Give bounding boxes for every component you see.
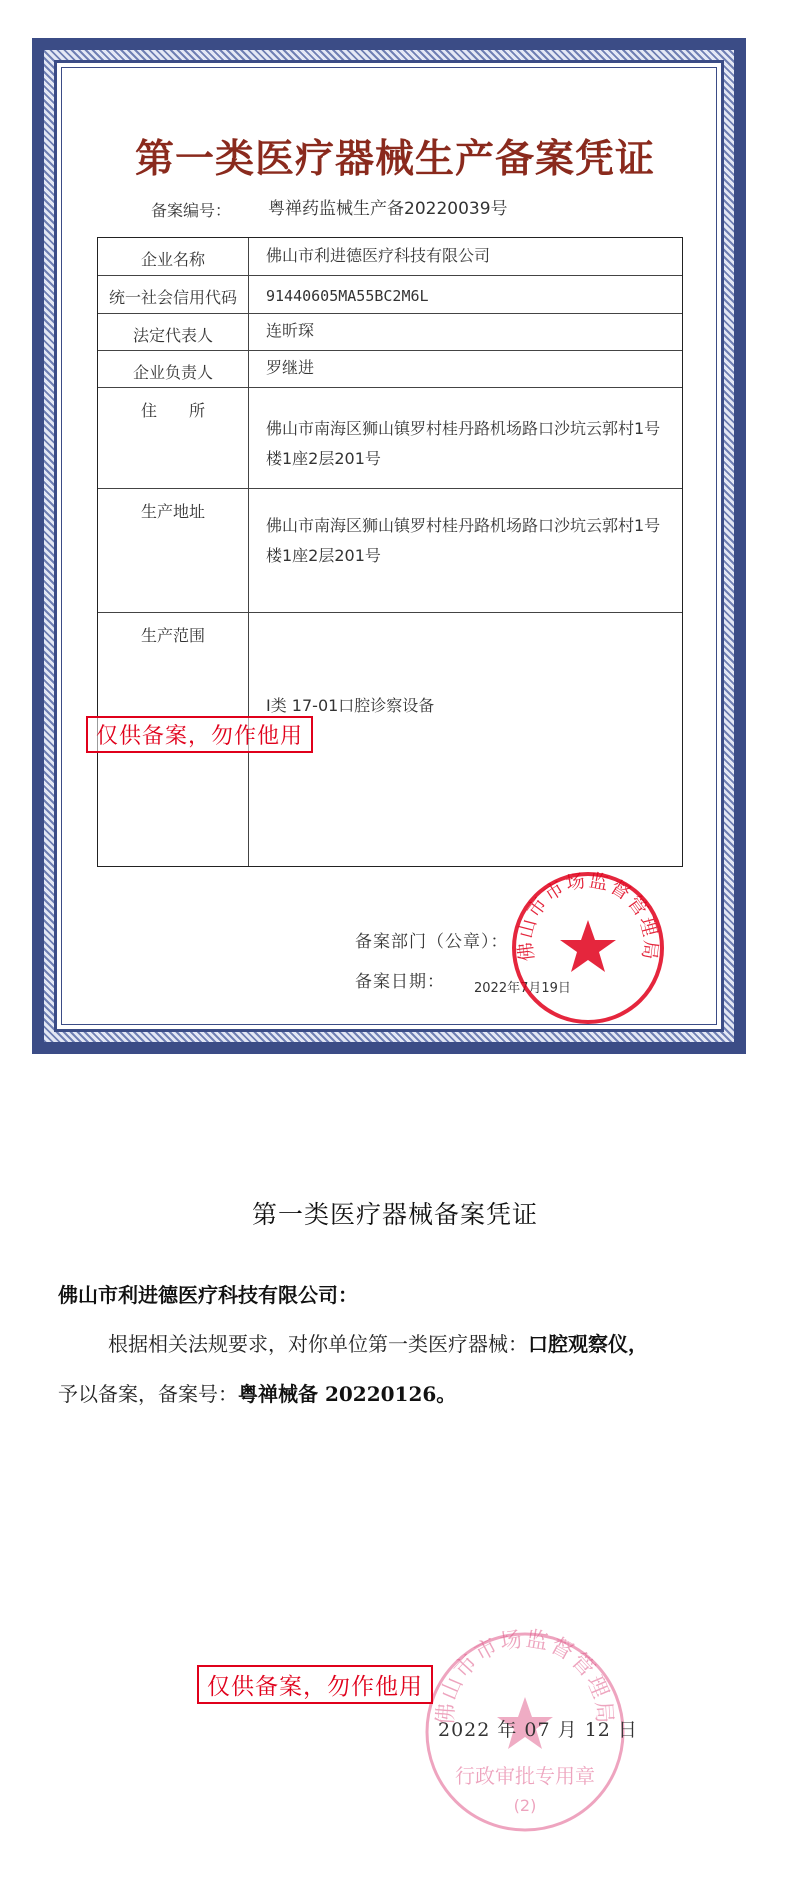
row-label: 企业负责人	[132, 363, 213, 382]
table-row	[98, 488, 682, 613]
row-label: 企业名称	[140, 250, 205, 269]
record-date: 2022年7月19日	[474, 981, 571, 996]
seal-text: 佛山市市场监督管理局	[514, 869, 662, 963]
seal2-text: 佛山市市场监督管理局	[433, 1627, 617, 1727]
table-row	[98, 350, 682, 388]
seal2-number: (2)	[513, 1796, 537, 1815]
certificate-title: 第一类医疗器械生产备案凭证	[134, 136, 655, 182]
row-label: 住 所	[140, 401, 205, 420]
production-address: 佛山市南海区狮山镇罗村桂丹路机场路口沙坑云郭村1号楼1座2层201号	[266, 516, 661, 565]
record-number: 粤禅械备 20220126。	[238, 1382, 457, 1406]
table-row	[98, 275, 682, 314]
row-label: 生产地址	[140, 502, 205, 521]
company-name: 佛山市利进德医疗科技有限公司	[266, 246, 491, 265]
info-table	[97, 237, 683, 867]
watermark-stamp-2: 仅供备案，勿作他用	[197, 1665, 433, 1704]
row-label: 统一社会信用代码	[108, 288, 237, 307]
registration-number: 粤禅药监械生产备20220039号	[268, 199, 508, 219]
device-name: 口腔观察仪，	[528, 1332, 648, 1356]
row-label: 法定代表人	[132, 326, 213, 345]
residence-address: 佛山市南海区狮山镇罗村桂丹路机场路口沙坑云郭村1号楼1座2层201号	[266, 419, 661, 468]
addressee: 佛山市利进德医疗科技有限公司：	[58, 1283, 358, 1307]
certificate2-title: 第一类医疗器械备案凭证	[251, 1200, 538, 1229]
star-icon	[560, 920, 616, 972]
credit-code: 91440605MA55BC2M6L	[266, 287, 429, 305]
table-row	[98, 313, 682, 351]
legal-representative: 连昕琛	[266, 321, 315, 340]
dept-label: 备案部门（公章）：	[355, 932, 509, 952]
official-seal	[508, 868, 668, 1028]
row-label: 生产范围	[140, 626, 205, 645]
table-row	[98, 238, 682, 275]
watermark-stamp: 仅供备案，勿作他用	[86, 716, 313, 753]
table-row	[98, 387, 682, 489]
registration-label: 备案编号：	[151, 201, 232, 220]
date-label: 备案日期：	[355, 972, 445, 992]
enterprise-head: 罗继进	[266, 358, 315, 377]
production-scope: Ⅰ类 17-01口腔诊察设备	[266, 696, 435, 715]
seal2-bottom-text: 行政审批专用章	[455, 1764, 595, 1788]
certificate2-date: 2022 年 07 月 12 日	[438, 1719, 638, 1741]
body-line-2: 予以备案，备案号：粤禅械备 20220126。	[58, 1382, 457, 1406]
body-line-1: 根据相关法规要求，对你单位第一类医疗器械：口腔观察仪，	[108, 1332, 648, 1356]
